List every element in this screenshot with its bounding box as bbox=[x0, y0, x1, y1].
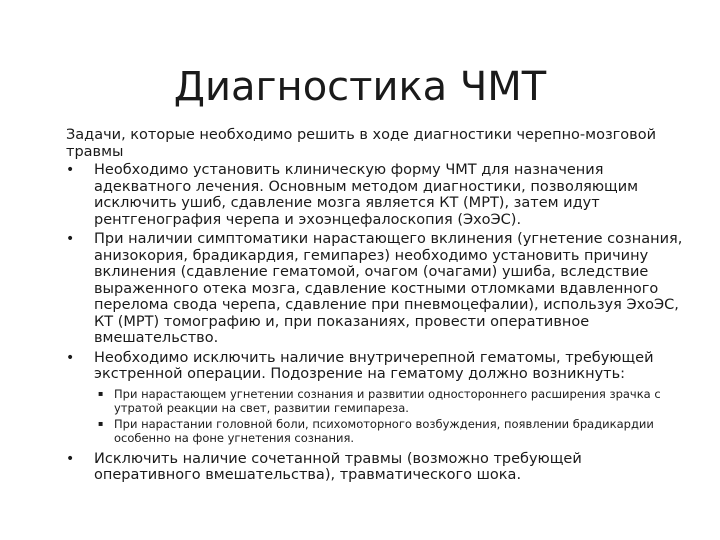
sub-list-item bbox=[94, 387, 686, 415]
list-item bbox=[66, 451, 686, 484]
list-item-text: Исключить наличие сочетанной травмы (возможно требующей оперативного вмешательства), травматического шока. bbox=[94, 450, 582, 483]
sub-list-item-text: При нарастающем угнетении сознания и развитии одностороннего расширения зрачка с утратой реакции на свет, развитии гемипареза. bbox=[114, 386, 661, 415]
square-bullet-icon: ▪ bbox=[98, 388, 104, 398]
list-item bbox=[66, 162, 686, 228]
bullet-list bbox=[66, 162, 686, 484]
sub-bullet-list bbox=[94, 387, 686, 445]
square-bullet-icon: ▪ bbox=[98, 418, 104, 428]
bullet-icon: • bbox=[66, 162, 75, 178]
intro-text: Задачи, которые необходимо решить в ходе диагностики черепно-мозговой травмы bbox=[66, 127, 657, 160]
list-item bbox=[66, 231, 686, 347]
list-item-text: Необходимо исключить наличие внутричерепной гематомы, требующей экстренной операции. Подозрение на гематому должно возникнуть: bbox=[94, 349, 654, 382]
list-item-text: При наличии симптоматики нарастающего вклинения (угнетение сознания, анизокория, брадикардия, гемипарез) необходимо установить причину вклинения (сдавление гематомой, очагом (очагами) ушиба, вследствие выраженного отека мозга, сдавление костными отломками вдавленного перелома свода черепа, сдавление при пневмоцефалии), используя ЭхоЭС, КТ (МРТ) томографию и, при показаниях, провести оперативное вмешательство. bbox=[94, 231, 683, 346]
slide-title: Диагностика ЧМТ bbox=[173, 63, 547, 110]
list-item bbox=[66, 350, 686, 445]
bullet-icon: • bbox=[66, 231, 75, 247]
bullet-icon: • bbox=[66, 450, 75, 467]
list-item-text: Необходимо установить клиническую форму ЧМТ для назначения адекватного лечения. Основным методом диагностики, позволяющим исключить ушиб, сдавление мозга является КТ (МРТ), затем идут рентгенография черепа и эхоэнцефалоскопия (ЭхоЭС). bbox=[94, 162, 639, 228]
bullet-icon: • bbox=[66, 349, 75, 366]
slide-content bbox=[66, 127, 686, 487]
sub-list-item bbox=[94, 417, 686, 445]
sub-list-item-text: При нарастании головной боли, психомоторного возбуждения, появлении брадикардии особенно на фоне угнетения сознания. bbox=[114, 416, 654, 445]
